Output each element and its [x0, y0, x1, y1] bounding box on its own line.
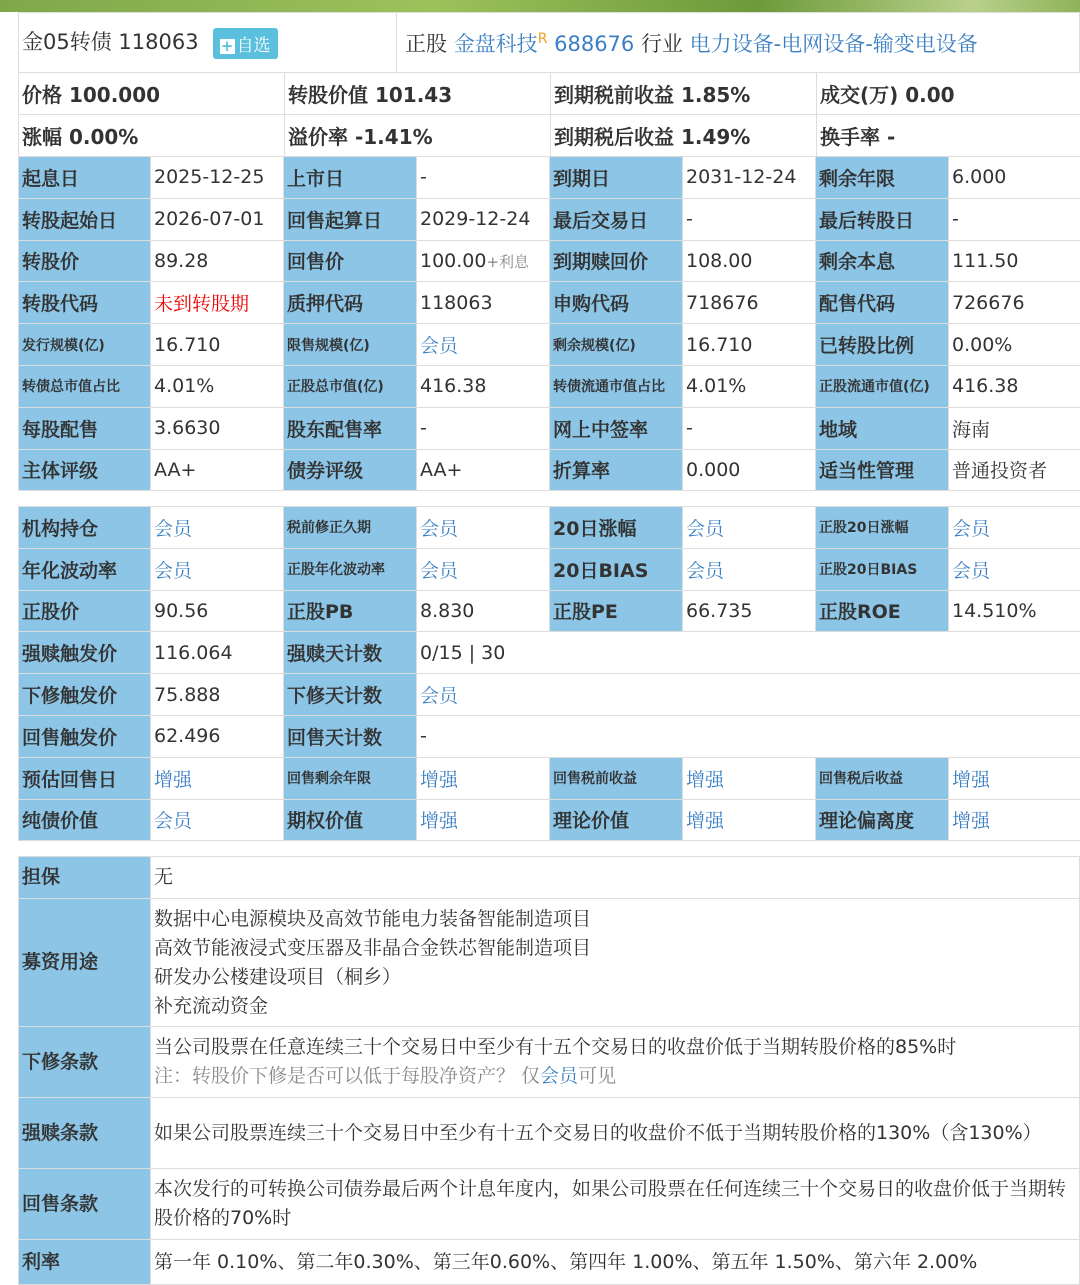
table-row	[19, 365, 1080, 407]
field-label: 20日涨幅	[550, 507, 683, 549]
value-text: 16.710	[154, 334, 220, 356]
terms-line: 无	[154, 863, 1076, 892]
stock-sup: R	[538, 31, 548, 47]
member-link[interactable]: 会员	[420, 335, 458, 357]
summary-cell: 到期税前收益 1.85%	[551, 73, 817, 115]
field-value	[151, 548, 284, 590]
field-value	[683, 757, 816, 799]
terms-line: 研发办公楼建设项目（桐乡）	[154, 963, 1076, 992]
field-label: 转债总市值占比	[19, 365, 151, 407]
summary-cell: 转股价值 101.43	[285, 73, 551, 115]
field-label: 正股PE	[550, 590, 683, 632]
field-value	[151, 757, 284, 799]
field-value	[949, 240, 1080, 282]
table-row	[19, 715, 1080, 757]
table-row	[19, 407, 1080, 449]
field-label: 上市日	[284, 157, 417, 199]
terms-label: 强赎条款	[19, 1098, 151, 1169]
value-text: 0.000	[686, 459, 740, 481]
table-row	[19, 157, 1080, 199]
field-label: 适当性管理	[816, 449, 949, 491]
bond-metrics-table	[18, 506, 1080, 841]
field-label: 转股价	[19, 240, 151, 282]
field-label: 正股总市值(亿)	[284, 365, 417, 407]
value-text: 16.710	[686, 334, 752, 356]
field-label: 正股20日涨幅	[816, 507, 949, 549]
terms-row	[19, 899, 1080, 1027]
field-value	[417, 507, 550, 549]
field-value	[949, 799, 1080, 841]
field-value	[949, 407, 1080, 449]
value-text: -	[686, 208, 693, 230]
value-text: 416.38	[952, 375, 1018, 397]
field-label: 回售触发价	[19, 715, 151, 757]
terms-value	[151, 1169, 1080, 1240]
field-label: 回售天计数	[284, 715, 417, 757]
field-label: 申购代码	[550, 282, 683, 324]
field-value	[151, 198, 284, 240]
terms-row	[19, 1169, 1080, 1240]
stock-name-link[interactable]: 金盘科技	[454, 32, 538, 56]
field-label: 强赎触发价	[19, 632, 151, 674]
value-text: AA+	[154, 459, 196, 481]
field-value	[683, 365, 816, 407]
value-text: 2031-12-24	[686, 166, 796, 188]
field-value	[151, 407, 284, 449]
bond-terms-table	[18, 856, 1080, 1285]
value-text: 718676	[686, 292, 759, 314]
field-label: 回售剩余年限	[284, 757, 417, 799]
member-link[interactable]: 会员	[154, 810, 192, 832]
member-link[interactable]: 增强	[154, 769, 192, 791]
value-text: 0.00%	[952, 334, 1012, 356]
field-label: 到期日	[550, 157, 683, 199]
terms-value	[151, 1098, 1080, 1169]
field-label: 折算率	[550, 449, 683, 491]
table-row	[19, 548, 1080, 590]
bond-header	[18, 12, 1080, 73]
terms-note	[154, 1062, 1076, 1091]
field-value	[949, 282, 1080, 324]
terms-line: 本次发行的可转换公司债券最后两个计息年度内，如果公司股票在任何连续三十个交易日的收盘价低于当期转股价格的70%时	[154, 1175, 1076, 1233]
member-link[interactable]: 会员	[154, 560, 192, 582]
terms-row	[19, 857, 1080, 899]
field-label: 转股起始日	[19, 198, 151, 240]
member-link[interactable]: 增强	[952, 810, 990, 832]
field-label: 起息日	[19, 157, 151, 199]
table-row	[19, 507, 1080, 549]
summary-cell: 涨幅 0.00%	[19, 115, 285, 157]
value-text: 8.830	[420, 600, 474, 622]
summary-cell: 到期税后收益 1.49%	[551, 115, 817, 157]
value-text: 6.000	[952, 166, 1006, 188]
terms-value	[151, 857, 1080, 899]
field-value	[949, 324, 1080, 366]
field-label: 股东配售率	[284, 407, 417, 449]
field-label: 20日BIAS	[550, 548, 683, 590]
field-value	[417, 365, 550, 407]
field-value	[683, 407, 816, 449]
summary-row	[19, 73, 1080, 115]
field-value	[151, 632, 284, 674]
value-text: 116.064	[154, 642, 233, 664]
field-label: 预估回售日	[19, 757, 151, 799]
table-row	[19, 449, 1080, 491]
field-label: 正股流通市值(亿)	[816, 365, 949, 407]
value-text: 89.28	[154, 250, 208, 272]
field-label: 正股价	[19, 590, 151, 632]
field-value	[417, 198, 550, 240]
value-text: -	[420, 725, 427, 747]
member-link[interactable]: 会员	[686, 560, 724, 582]
field-label: 下修天计数	[284, 674, 417, 716]
field-label: 发行规模(亿)	[19, 324, 151, 366]
field-label: 正股年化波动率	[284, 548, 417, 590]
field-value	[417, 240, 550, 282]
field-label: 正股ROE	[816, 590, 949, 632]
field-value	[417, 449, 550, 491]
field-label: 回售税后收益	[816, 757, 949, 799]
field-label: 最后交易日	[550, 198, 683, 240]
field-label: 剩余年限	[816, 157, 949, 199]
value-text: 14.510%	[952, 600, 1037, 622]
field-label: 理论价值	[550, 799, 683, 841]
table-row	[19, 632, 1080, 674]
terms-row	[19, 1240, 1080, 1285]
value-text: -	[420, 166, 427, 188]
field-label: 机构持仓	[19, 507, 151, 549]
terms-line: 补充流动资金	[154, 992, 1076, 1021]
field-value	[417, 157, 550, 199]
field-label: 剩余本息	[816, 240, 949, 282]
member-link[interactable]: 增强	[686, 810, 724, 832]
field-label: 质押代码	[284, 282, 417, 324]
member-link[interactable]: 会员	[420, 685, 458, 707]
field-value	[949, 548, 1080, 590]
industry-label: 行业	[641, 32, 683, 56]
table-row	[19, 198, 1080, 240]
summary-cell: 换手率 -	[817, 115, 1080, 157]
field-value	[949, 198, 1080, 240]
value-text: 海南	[952, 419, 990, 441]
field-value	[151, 157, 284, 199]
table-row	[19, 240, 1080, 282]
field-value	[683, 449, 816, 491]
field-value	[683, 240, 816, 282]
field-label: 剩余规模(亿)	[550, 324, 683, 366]
summary-cell: 成交(万) 0.00	[817, 73, 1080, 115]
terms-value	[151, 1027, 1080, 1098]
value-text: 3.6630	[154, 417, 220, 439]
field-value	[417, 590, 550, 632]
note-member-link[interactable]: 会员	[540, 1065, 578, 1087]
stock-code-link[interactable]: 688676	[554, 32, 634, 56]
field-label: 已转股比例	[816, 324, 949, 366]
field-value	[417, 757, 550, 799]
field-label: 限售规模(亿)	[284, 324, 417, 366]
table-row	[19, 324, 1080, 366]
table-row	[19, 757, 1080, 799]
terms-line: 如果公司股票连续三十个交易日中至少有十五个交易日的收盘价不低于当期转股价格的130%（含130%）	[154, 1119, 1076, 1148]
field-value	[151, 282, 284, 324]
member-link[interactable]: 会员	[420, 560, 458, 582]
field-value	[417, 407, 550, 449]
member-link[interactable]: 会员	[686, 518, 724, 540]
field-value	[151, 799, 284, 841]
value-text: 2025-12-25	[154, 166, 264, 188]
field-value	[151, 674, 284, 716]
field-label: 转债流通市值占比	[550, 365, 683, 407]
field-label: 期权价值	[284, 799, 417, 841]
field-value	[949, 157, 1080, 199]
value-text: -	[420, 417, 427, 439]
terms-line: 第一年 0.10%、第二年0.30%、第三年0.60%、第四年 1.00%、第五年 1.50%、第六年 2.00%	[154, 1248, 1076, 1277]
summary-cell: 溢价率 -1.41%	[285, 115, 551, 157]
field-value	[683, 198, 816, 240]
field-label: 债券评级	[284, 449, 417, 491]
field-value	[683, 548, 816, 590]
terms-label: 担保	[19, 857, 151, 899]
value-suffix: +利息	[486, 253, 529, 271]
field-label: 下修触发价	[19, 674, 151, 716]
field-value	[683, 324, 816, 366]
watch-button-label: 自选	[237, 36, 271, 56]
field-label: 网上中签率	[550, 407, 683, 449]
stock-label: 正股	[405, 32, 447, 56]
field-label: 强赎天计数	[284, 632, 417, 674]
member-link[interactable]: 增强	[952, 769, 990, 791]
value-text: 4.01%	[154, 375, 214, 397]
member-link[interactable]: 会员	[154, 518, 192, 540]
table-row	[19, 799, 1080, 841]
top-banner	[0, 0, 1080, 12]
terms-value	[151, 1240, 1080, 1285]
field-value	[949, 507, 1080, 549]
value-text: 4.01%	[686, 375, 746, 397]
field-value	[683, 282, 816, 324]
field-value	[417, 674, 1080, 716]
watch-button[interactable]	[213, 28, 278, 59]
field-label: 回售价	[284, 240, 417, 282]
summary-cell: 价格 100.000	[19, 73, 285, 115]
terms-row	[19, 1027, 1080, 1098]
field-label: 转股代码	[19, 282, 151, 324]
field-label: 正股PB	[284, 590, 417, 632]
value-text: 111.50	[952, 250, 1018, 272]
field-value	[417, 548, 550, 590]
field-value	[417, 282, 550, 324]
note-text: 注：转股价下修是否可以低于每股净资产？ 仅	[154, 1065, 540, 1087]
terms-line: 数据中心电源模块及高效节能电力装备智能制造项目	[154, 905, 1076, 934]
price-summary	[18, 72, 1080, 157]
field-label: 理论偏离度	[816, 799, 949, 841]
value-text: 62.496	[154, 725, 220, 747]
field-value	[417, 324, 550, 366]
plus-icon: +	[220, 39, 235, 54]
field-value	[683, 507, 816, 549]
table-row	[19, 674, 1080, 716]
field-label: 最后转股日	[816, 198, 949, 240]
field-value	[683, 799, 816, 841]
terms-label: 回售条款	[19, 1169, 151, 1240]
member-link[interactable]: 会员	[952, 560, 990, 582]
terms-row	[19, 1098, 1080, 1169]
field-value	[417, 799, 550, 841]
value-text: -	[686, 417, 693, 439]
field-value	[151, 449, 284, 491]
field-value	[151, 365, 284, 407]
field-value	[151, 507, 284, 549]
value-text: 普通投资者	[952, 460, 1047, 482]
value-text: 未到转股期	[154, 293, 249, 315]
value-text: AA+	[420, 459, 462, 481]
field-label: 回售起算日	[284, 198, 417, 240]
field-value	[949, 757, 1080, 799]
field-value	[949, 365, 1080, 407]
field-label: 年化波动率	[19, 548, 151, 590]
value-text: 108.00	[686, 250, 752, 272]
terms-label: 利率	[19, 1240, 151, 1285]
value-text: 75.888	[154, 684, 220, 706]
value-text: 726676	[952, 292, 1025, 314]
member-link[interactable]: 增强	[420, 769, 458, 791]
value-text: -	[952, 208, 959, 230]
value-text: 2026-07-01	[154, 208, 264, 230]
field-label: 正股20日BIAS	[816, 548, 949, 590]
terms-line: 当公司股票在任意连续三十个交易日中至少有十五个交易日的收盘价低于当期转股价格的85%时	[154, 1033, 1076, 1062]
value-text: 118063	[420, 292, 493, 314]
bond-name: 金05转债 118063	[22, 30, 199, 54]
field-label: 回售税前收益	[550, 757, 683, 799]
field-label: 到期赎回价	[550, 240, 683, 282]
field-label: 主体评级	[19, 449, 151, 491]
field-value	[949, 590, 1080, 632]
industry-link[interactable]: 电力设备-电网设备-输变电设备	[690, 32, 978, 56]
value-text: 90.56	[154, 600, 208, 622]
field-label: 地域	[816, 407, 949, 449]
member-link[interactable]: 会员	[952, 518, 990, 540]
value-text: 2029-12-24	[420, 208, 530, 230]
value-text: 416.38	[420, 375, 486, 397]
bond-basic-table	[18, 156, 1080, 491]
note-suffix: 可见	[578, 1065, 616, 1087]
field-label: 税前修正久期	[284, 507, 417, 549]
table-row	[19, 282, 1080, 324]
field-label: 每股配售	[19, 407, 151, 449]
stock-info-cell	[397, 13, 1080, 73]
table-row	[19, 590, 1080, 632]
field-value	[949, 449, 1080, 491]
field-value	[417, 715, 1080, 757]
member-link[interactable]: 增强	[420, 810, 458, 832]
member-link[interactable]: 增强	[686, 769, 724, 791]
summary-row	[19, 115, 1080, 157]
terms-line: 高效节能液浸式变压器及非晶合金铁芯智能制造项目	[154, 934, 1076, 963]
field-value	[683, 590, 816, 632]
field-label: 纯债价值	[19, 799, 151, 841]
field-value	[151, 240, 284, 282]
terms-label: 募资用途	[19, 899, 151, 1027]
bond-title-cell	[19, 13, 397, 73]
terms-label: 下修条款	[19, 1027, 151, 1098]
value-text: 100.00	[420, 250, 486, 272]
field-value	[151, 715, 284, 757]
value-text: 0/15 | 30	[420, 642, 505, 664]
terms-value	[151, 899, 1080, 1027]
field-value	[683, 157, 816, 199]
field-value	[417, 632, 1080, 674]
field-value	[151, 324, 284, 366]
field-label: 配售代码	[816, 282, 949, 324]
member-link[interactable]: 会员	[420, 518, 458, 540]
field-value	[151, 590, 284, 632]
value-text: 66.735	[686, 600, 752, 622]
